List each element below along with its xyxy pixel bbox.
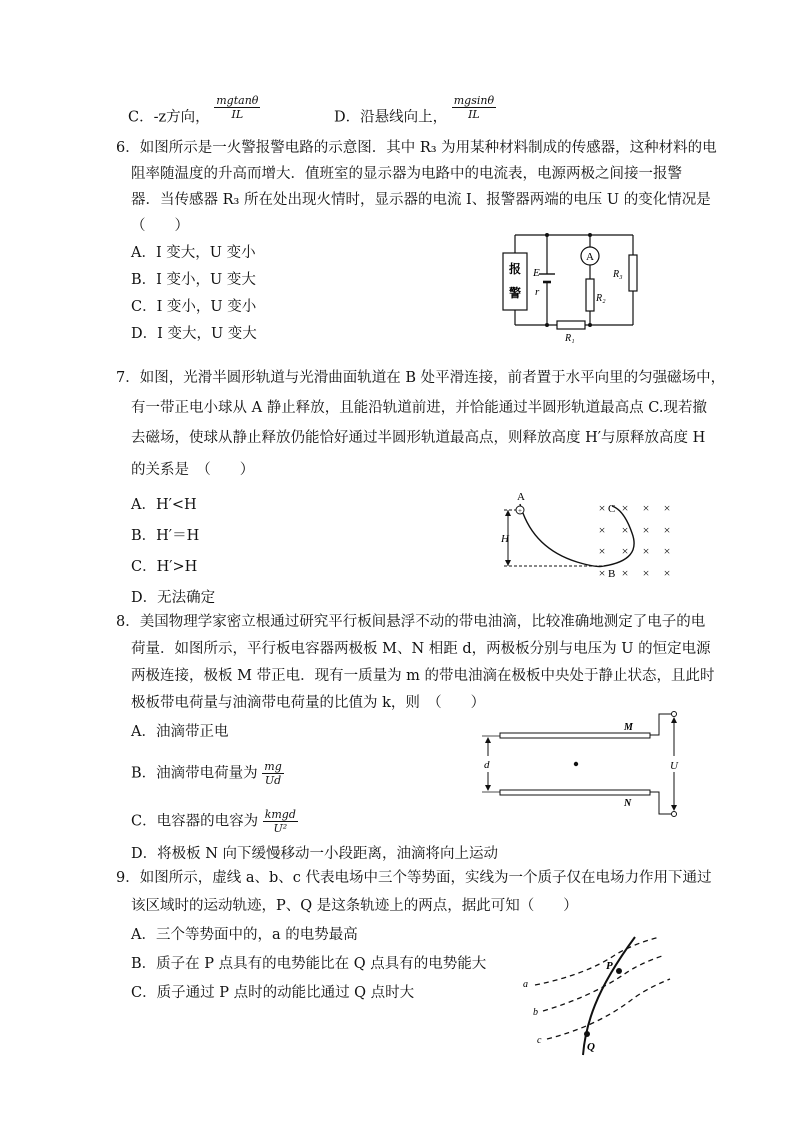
q5-option-c-fraction: $\frac{mgtan\theta}{IL}$	[216, 94, 259, 121]
q7-track-diagram	[492, 488, 682, 583]
q5-option-d: D．沿悬线向上， $\frac{mgsin\theta}{IL}$	[334, 94, 495, 126]
label-P: P	[606, 960, 613, 972]
svg-text:×: ×	[663, 523, 671, 537]
q9-option-b: B．质子在 P 点具有的电势能比在 Q 点具有的电势能大	[131, 956, 487, 972]
alarm-label-2: 警	[508, 286, 522, 300]
svg-text:×: ×	[642, 523, 650, 537]
svg-text:×: ×	[663, 544, 671, 558]
label-c: c	[537, 1035, 542, 1046]
q7-option-d: D．无法确定	[131, 590, 216, 606]
label-r: r	[535, 286, 540, 298]
q7-line-3: 去磁场，使球从静止释放仍能恰好通过半圆形轨道最高点，则释放高度 H′与原释放高度 H	[131, 430, 706, 446]
q6-option-d: D．I 变大，U 变大	[131, 326, 257, 342]
label-A: A	[517, 491, 525, 503]
label-b: b	[533, 1007, 538, 1018]
oil-droplet	[574, 762, 578, 766]
svg-text:×: ×	[663, 501, 671, 515]
label-d: d	[484, 759, 490, 771]
q7-line-1: 7．如图，光滑半圆形轨道与光滑曲面轨道在 B 处平滑连接，前者置于水平向里的匀强磁场中，	[116, 370, 726, 386]
svg-text:×: ×	[598, 501, 606, 515]
label-N: N	[624, 798, 632, 809]
q5-option-d-fraction: $\frac{mgsin\theta}{IL}$	[453, 94, 495, 121]
q8-capacitor-diagram	[474, 706, 684, 822]
label-H: H	[501, 533, 509, 545]
point-P	[616, 968, 622, 974]
q6-line-4: （ ）	[131, 218, 189, 234]
q6-line-1: 6．如图所示是一火警报警电路的示意图．其中 R₃ 为用某种材料制成的传感器，这种材料的电	[116, 140, 717, 156]
q8-option-a: A．油滴带正电	[131, 724, 229, 740]
ammeter-label: A	[586, 251, 594, 263]
q8-option-b: B．油滴带电荷量为 $\frac{mg}{Ud}$	[131, 760, 282, 787]
q9-option-a: A．三个等势面中的，a 的电势最高	[131, 927, 358, 943]
point-Q	[584, 1031, 590, 1037]
label-E: E	[533, 267, 540, 279]
label-R1: R₁	[565, 333, 575, 344]
svg-text:×: ×	[598, 544, 606, 558]
q8-option-c: C．电容器的电容为 $\frac{\text{kmgd}}{\text{U²}}$	[131, 808, 296, 835]
q9-option-c: C．质子通过 P 点时的动能比通过 Q 点时大	[131, 985, 415, 1001]
q8-option-b-fraction: $\frac{mg}{Ud}$	[264, 760, 282, 787]
label-a: a	[523, 979, 528, 990]
q7-line-2: 有一带正电小球从 A 静止释放，且能沿轨道前进，并恰能通过半圆形轨道最高点 C.现若撤	[131, 400, 707, 416]
q7-option-c: C．H′>H	[131, 559, 198, 575]
q9-line-2: 该区域时的运动轨迹，P、Q 是这条轨迹上的两点，据此可知（ ）	[131, 898, 578, 914]
svg-text:×: ×	[642, 566, 650, 580]
svg-text:×: ×	[642, 544, 650, 558]
alarm-label-1: 报	[508, 262, 522, 276]
svg-text:×: ×	[621, 566, 629, 580]
q6-line-2: 阻率随温度的升高而增大．值班室的显示器为电路中的电流表，电源两极之间接一报警	[131, 166, 682, 182]
label-Q: Q	[587, 1041, 595, 1053]
label-R2: R₂	[596, 293, 606, 304]
q8-line-1: 8．美国物理学家密立根通过研究平行板间悬浮不动的带电油滴，比较准确地测定了电子的电	[116, 614, 706, 630]
svg-text:×: ×	[621, 523, 629, 537]
q6-option-a: A．I 变大，U 变小	[131, 245, 256, 261]
q8-line-2: 荷量．如图所示，平行板电容器两极板 M、N 相距 d，两极板分别与电压为 U 的恒定电源	[131, 641, 711, 657]
q6-option-b: B．I 变小，U 变大	[131, 272, 256, 288]
label-U: U	[670, 760, 678, 772]
q8-line-3: 两极连接，极板 M 带正电．现有一质量为 m 的带电油滴在极板中央处于静止状态，且此时	[131, 668, 715, 684]
svg-text:×: ×	[663, 566, 671, 580]
q5-option-c: C．-z方向， $\frac{mgtan\theta}{IL}$	[128, 94, 259, 126]
label-R3: R₃	[613, 269, 623, 280]
label-B: B	[608, 568, 616, 580]
svg-text:×: ×	[621, 501, 629, 515]
svg-text:+: +	[518, 507, 522, 515]
q9-line-1: 9．如图所示，虚线 a、b、c 代表电场中三个等势面，实线为一个质子仅在电场力作用下通过	[116, 870, 712, 886]
q6-circuit-diagram	[495, 225, 645, 347]
label-M: M	[624, 722, 633, 733]
q6-line-3: 器．当传感器 R₃ 所在处出现火情时，显示器的电流 I、报警器两端的电压 U 的变化情况是	[131, 192, 711, 208]
q6-option-c: C．I 变小，U 变小	[131, 299, 257, 315]
q8-option-c-fraction: $\frac{\text{kmgd}}{\text{U²}}$	[264, 808, 296, 835]
q7-line-4: 的关系是 （ ）	[131, 462, 255, 478]
q7-option-b: B．H′＝H	[131, 528, 200, 544]
q8-option-d: D．将极板 N 向下缓慢移动一小段距离，油滴将向上运动	[131, 846, 499, 862]
svg-text:×: ×	[621, 544, 629, 558]
svg-text:×: ×	[642, 501, 650, 515]
svg-text:×: ×	[598, 566, 606, 580]
label-C: C	[608, 503, 616, 515]
svg-text:×: ×	[598, 523, 606, 537]
q8-line-4: 极板带电荷量与油滴带电荷量的比值为 k，则 （ ）	[131, 695, 486, 711]
q9-equipotential-diagram	[515, 935, 675, 1060]
q7-option-a: A．H′<H	[131, 497, 197, 513]
